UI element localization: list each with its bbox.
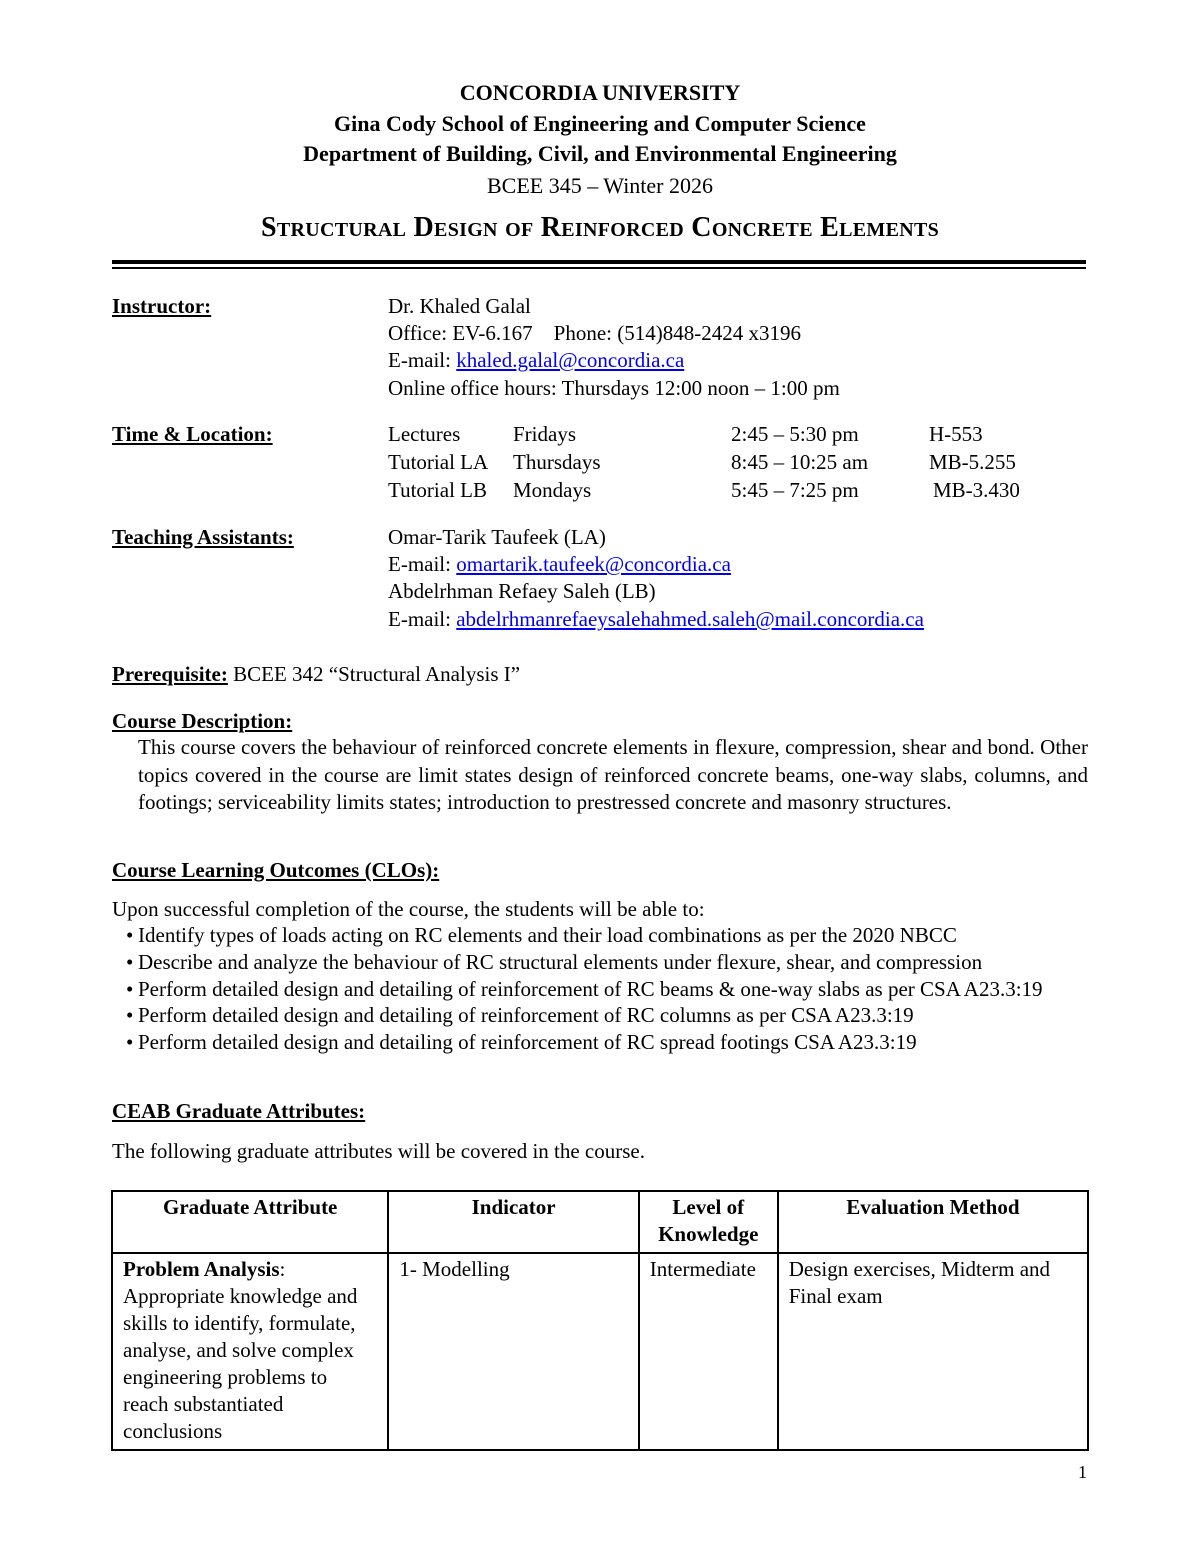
schedule-day: Thursdays [513,450,601,474]
clo-item: • Perform detailed design and detailing of reinforcement of RC spread footings CSA A23.3:19 [112,1029,1102,1056]
ta1-email-line [388,552,731,577]
clo-item: • Perform detailed design and detailing of reinforcement of RC columns as per CSA A23.3:19 [112,1002,1102,1029]
schedule-type: Tutorial LB [388,478,487,502]
schedule-day: Fridays [513,422,576,446]
clos-intro: Upon successful completion of the course, the students will be able to: [112,897,705,921]
course-description-text: This course covers the behaviour of reinforced concrete elements in flexure, compression, shear and bond. Other topics covered in the course are limit states design of reinforced concrete beams, one-way slabs, columns, and footings; serviceability limits states; introduction to prestressed concrete and masonry structures. [138,735,1088,814]
ta2-email-link[interactable]: abdelrhmanrefaeysalehahmed.saleh@mail.concordia.ca [456,607,924,631]
ta2-name: Abdelrhman Refaey Saleh (LB) [388,579,656,603]
instructor-name: Dr. Khaled Galal [388,294,531,318]
instructor-email-label: E-mail: [388,348,457,372]
prerequisite-label: Prerequisite: [112,662,228,686]
graduate-attributes-table [111,1190,1089,1451]
clos-list [112,922,1102,1056]
clo-item: • Describe and analyze the behaviour of RC structural elements under flexure, shear, and compression [112,949,1102,976]
schedule-day: Mondays [513,478,592,502]
instructor-email-line [388,348,684,373]
clo-item: • Identify types of loads acting on RC elements and their load combinations as per the 2020 NBCC [112,922,1102,949]
university-name: CONCORDIA UNIVERSITY [459,80,741,105]
ta1-email-label: E-mail: [388,552,457,576]
schedule-time: 2:45 – 5:30 pm [731,422,859,446]
department-name: Department of Building, Civil, and Environmental Engineering [303,141,897,166]
attribute-colon: : [279,1257,286,1281]
course-description-label: Course Description: [112,709,293,733]
instructor-email-link[interactable]: khaled.galal@concordia.ca [456,348,685,372]
clo-item: • Perform detailed design and detailing of reinforcement of RC beams & one-way slabs as per CSA A23.3:19 [112,976,1102,1003]
schedule-time: 8:45 – 10:25 am [731,450,869,474]
table-row [112,1253,1088,1450]
schedule-room: H-553 [929,422,983,446]
title-divider-thin [112,267,1086,269]
header-indicator: Indicator [388,1191,638,1253]
instructor-office-hours: Online office hours: Thursdays 12:00 noon – 1:00 pm [388,376,840,400]
clos-label: Course Learning Outcomes (CLOs): [112,858,440,882]
page-number: 1 [1078,1462,1087,1482]
course-term: BCEE 345 – Winter 2026 [486,173,714,198]
school-name: Gina Cody School of Engineering and Computer Science [334,111,866,136]
schedule-type: Lectures [388,422,461,446]
ceab-label: CEAB Graduate Attributes: [112,1099,366,1123]
prerequisite-line [112,662,520,687]
header-evaluation-method: Evaluation Method [778,1191,1088,1253]
header-level-of-knowledge: Level of Knowledge [639,1191,778,1253]
cell-graduate-attribute [112,1253,388,1450]
teaching-assistants-label: Teaching Assistants: [112,525,294,549]
schedule-room: MB-5.255 [929,450,1016,474]
attribute-title: Problem Analysis [123,1257,280,1281]
schedule-time: 5:45 – 7:25 pm [731,478,859,502]
cell-evaluation: Design exercises, Midterm and Final exam [778,1253,1088,1450]
ta2-email-line [388,607,924,632]
ta1-name: Omar-Tarik Taufeek (LA) [388,525,606,549]
schedule-room: MB-3.430 [933,478,1020,502]
instructor-office: Office: EV-6.167 Phone: (514)848-2424 x3196 [388,321,801,345]
table-header-row [112,1191,1088,1253]
ta1-email-link[interactable]: omartarik.taufeek@concordia.ca [456,552,731,576]
header-graduate-attribute: Graduate Attribute [112,1191,388,1253]
ceab-intro: The following graduate attributes will be covered in the course. [112,1139,645,1163]
cell-level: Intermediate [639,1253,778,1450]
instructor-label: Instructor: [112,294,212,318]
prerequisite-text: BCEE 342 “Structural Analysis I” [227,662,521,686]
schedule-type: Tutorial LA [388,450,489,474]
ta2-email-label: E-mail: [388,607,457,631]
time-location-label: Time & Location: [112,422,273,446]
course-title: Structural Design of Reinforced Concrete Elements [260,212,940,243]
attribute-text: Appropriate knowledge and skills to identify, formulate, analyse, and solve complex engineering problems to reach substantiated conclusions [123,1284,358,1443]
title-divider-thick [112,260,1086,264]
cell-indicator: 1- Modelling [388,1253,638,1450]
